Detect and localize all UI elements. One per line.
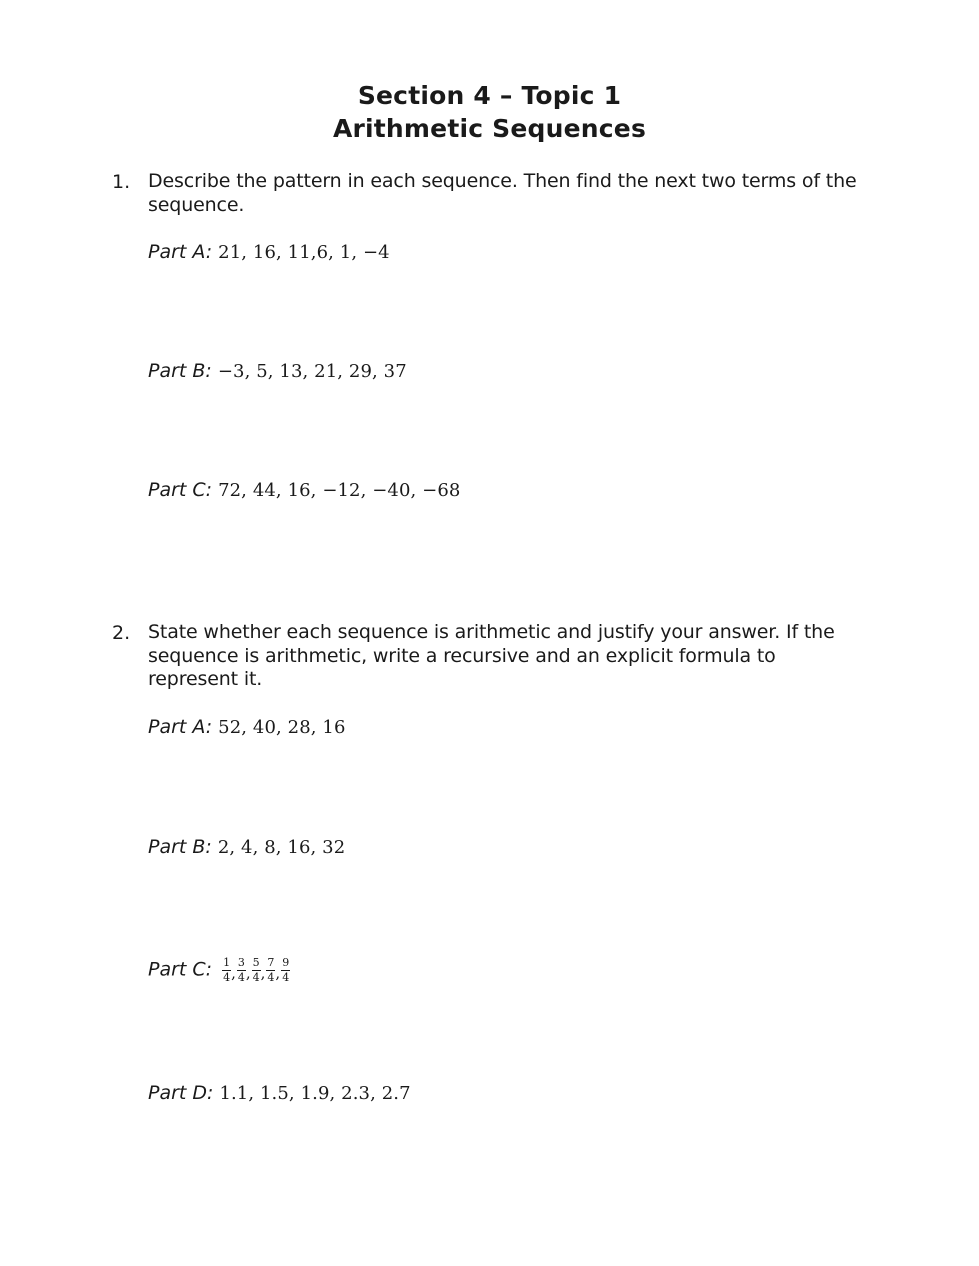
fraction-numerator: 9	[282, 955, 290, 969]
fraction-separator: ,	[245, 964, 251, 982]
part-label: Part A:	[148, 241, 213, 263]
part-label: Part B:	[148, 360, 212, 382]
fraction-numerator: 3	[237, 955, 245, 969]
question-1-text: Describe the pattern in each sequence. Then find the next two terms of the sequence.	[148, 170, 857, 216]
fraction-denominator: 4	[223, 970, 231, 984]
fraction-separator: ,	[275, 964, 281, 982]
sequence-value: 2, 4, 8, 16, 32	[217, 837, 346, 858]
page-title-topic: Arithmetic Sequences	[332, 114, 647, 143]
sequence-value: 52, 40, 28, 16	[218, 717, 346, 738]
fraction-denominator: 4	[252, 970, 260, 984]
part-label: Part B:	[148, 836, 212, 858]
fraction-numerator: 1	[223, 955, 231, 969]
question-1-part-a	[148, 240, 390, 265]
sequence-value: 21, 16, 11,6, 1, −4	[218, 242, 390, 263]
question-2-text: State whether each sequence is arithmetic and justify your answer. If the sequence is arithmetic, write a recursive and an explicit formula to represent it.	[148, 621, 835, 690]
fraction-denominator: 4	[282, 970, 290, 984]
part-label: Part C:	[148, 958, 213, 981]
question-2-part-a	[148, 715, 346, 740]
part-label: Part D:	[148, 1082, 214, 1104]
fraction-numerator: 7	[267, 955, 275, 969]
fraction-numerator: 5	[252, 955, 260, 969]
fraction-sequence	[222, 955, 290, 985]
question-2-number: 2.	[112, 622, 131, 644]
question-2-part-b	[148, 835, 345, 860]
question-1-part-c	[148, 478, 460, 503]
fraction	[252, 957, 261, 984]
fraction	[222, 957, 231, 984]
fraction	[281, 957, 290, 984]
fraction-separator: ,	[260, 964, 266, 982]
sequence-value: 1.1, 1.5, 1.9, 2.3, 2.7	[219, 1083, 411, 1104]
sequence-value: 72, 44, 16, −12, −40, −68	[218, 480, 461, 501]
fraction-separator: ,	[231, 964, 236, 982]
part-label: Part C:	[148, 479, 213, 501]
question-1-number: 1.	[112, 171, 131, 193]
part-label: Part A:	[148, 716, 213, 738]
fraction-denominator: 4	[267, 970, 275, 984]
question-1-part-b	[148, 359, 407, 384]
fraction	[266, 957, 275, 984]
page-title-section: Section 4 – Topic 1	[357, 81, 622, 110]
question-2-part-d	[148, 1081, 411, 1106]
fraction	[237, 957, 246, 984]
fraction-denominator: 4	[237, 970, 245, 984]
sequence-value: −3, 5, 13, 21, 29, 37	[217, 361, 407, 382]
question-2-part-c	[148, 955, 290, 985]
